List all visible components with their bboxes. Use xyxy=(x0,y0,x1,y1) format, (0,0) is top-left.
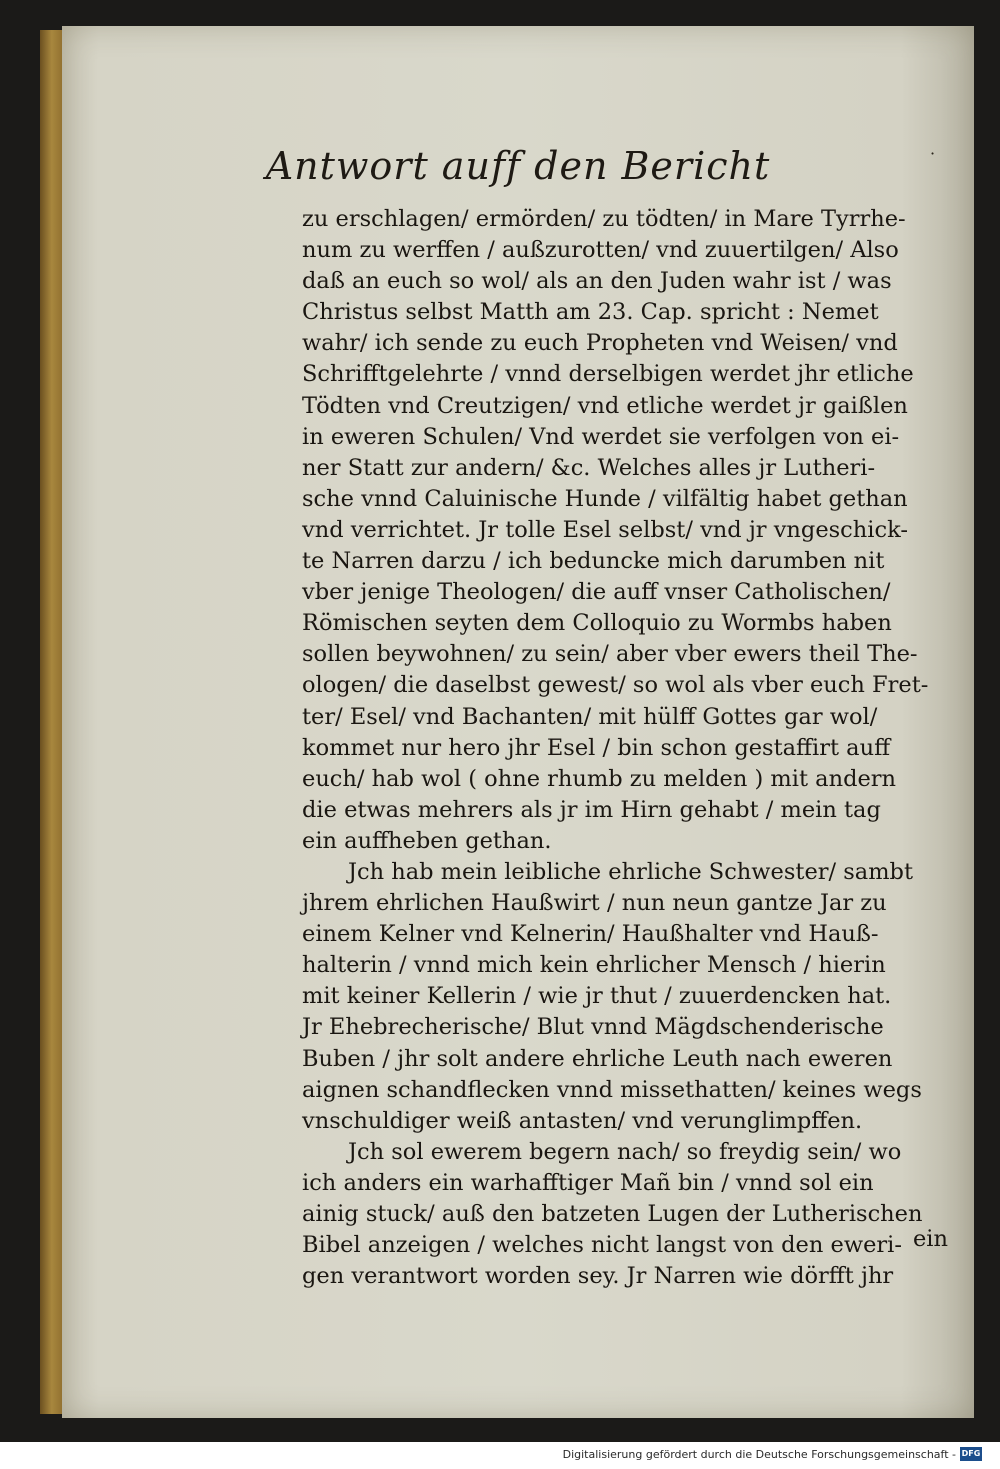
text-line: sollen beywohnen/ zu sein/ aber vber ewers theil The- xyxy=(302,641,918,668)
text-line: wahr/ ich sende zu euch Propheten vnd Weisen/ vnd xyxy=(302,330,898,357)
text-line: Bibel anzeigen / welches nicht langst von den eweri- xyxy=(302,1232,902,1259)
text-line: Jr Ehebrecherische/ Blut vnnd Mägdschenderische xyxy=(302,1014,884,1041)
paragraph-start-line: Jch hab mein leibliche ehrliche Schwester/ sambt xyxy=(348,858,914,885)
text-line: ter/ Esel/ vnd Bachanten/ mit hülff Gottes gar wol/ xyxy=(302,703,878,730)
funding-credit: Digitalisierung gefördert durch die Deutsche Forschungsgemeinschaft - xyxy=(562,1448,956,1461)
text-line: Schrifftgelehrte / vnnd derselbigen werdet jhr etliche xyxy=(302,361,914,388)
text-line: Christus selbst Matth am 23. Cap. spricht : Nemet xyxy=(302,299,879,326)
text-line: in eweren Schulen/ Vnd werdet sie verfolgen von ei- xyxy=(302,423,900,450)
text-line: vber jenige Theologen/ die auff vnser Catholischen/ xyxy=(302,579,891,606)
text-line: vnd verrichtet. Jr tolle Esel selbst/ vnd jr vngeschick- xyxy=(302,516,908,543)
text-line: Buben / jhr solt andere ehrliche Leuth nach eweren xyxy=(302,1045,893,1072)
catchword: ein xyxy=(912,1226,948,1252)
text-line: ner Statt zur andern/ &c. Welches alles jr Lutheri- xyxy=(302,454,876,481)
footer-bar xyxy=(0,1442,1000,1469)
text-line: einem Kelner vnd Kelnerin/ Haußhalter vnd Hauß- xyxy=(302,921,879,948)
text-line: te Narren darzu / ich beduncke mich darumben nit xyxy=(302,548,885,575)
text-line: aignen schandflecken vnnd missethatten/ keines wegs xyxy=(302,1076,922,1103)
text-line: die etwas mehrers als jr im Hirn gehabt / mein tag xyxy=(302,796,881,823)
body-text xyxy=(302,204,1000,1292)
text-line: Tödten vnd Creutzigen/ vnd etliche werdet jr gaißlen xyxy=(302,392,908,419)
text-line: mit keiner Kellerin / wie jr thut / zuuerdencken hat. xyxy=(302,983,892,1010)
text-line: ologen/ die daselbst gewest/ so wol als vber euch Fret- xyxy=(302,672,929,699)
paragraph-start-line: Jch sol ewerem begern nach/ so freydig sein/ wo xyxy=(348,1138,902,1165)
text-line: ein auffheben gethan. xyxy=(302,827,552,854)
dfg-logo: DFG xyxy=(960,1447,982,1461)
text-line: kommet nur hero jhr Esel / bin schon gestaffirt auff xyxy=(302,734,891,761)
text-line: ainig stuck/ auß den batzeten Lugen der Lutherischen xyxy=(302,1201,923,1227)
text-line: zu erschlagen/ ermörden/ zu tödten/ in Mare Tyrrhe- xyxy=(302,206,906,232)
book-page xyxy=(62,26,974,1418)
running-head: Antwort auff den Bericht xyxy=(265,144,771,188)
text-line: Römischen seyten dem Colloquio zu Wormbs haben xyxy=(302,610,892,637)
text-line: ich anders ein warhafftiger Mañ bin / vnnd sol ein xyxy=(302,1169,874,1196)
text-line: vnschuldiger weiß antasten/ vnd verunglimpffen. xyxy=(302,1107,863,1134)
text-line: euch/ hab wol ( ohne rhumb zu melden ) mit andern xyxy=(302,765,897,792)
page-mark: · xyxy=(930,144,936,163)
text-line: jhrem ehrlichen Haußwirt / nun neun gantze Jar zu xyxy=(302,890,887,917)
text-line: num zu werffen / außzurotten/ vnd zuuertilgen/ Also xyxy=(302,237,899,264)
text-line: sche vnnd Caluinische Hunde / vilfältig habet gethan xyxy=(302,485,908,512)
text-line: halterin / vnnd mich kein ehrlicher Mensch / hierin xyxy=(302,952,886,979)
text-line: daß an euch so wol/ als an den Juden wahr ist / was xyxy=(302,268,892,295)
text-line: gen verantwort worden sey. Jr Narren wie dörfft jhr xyxy=(302,1263,894,1290)
